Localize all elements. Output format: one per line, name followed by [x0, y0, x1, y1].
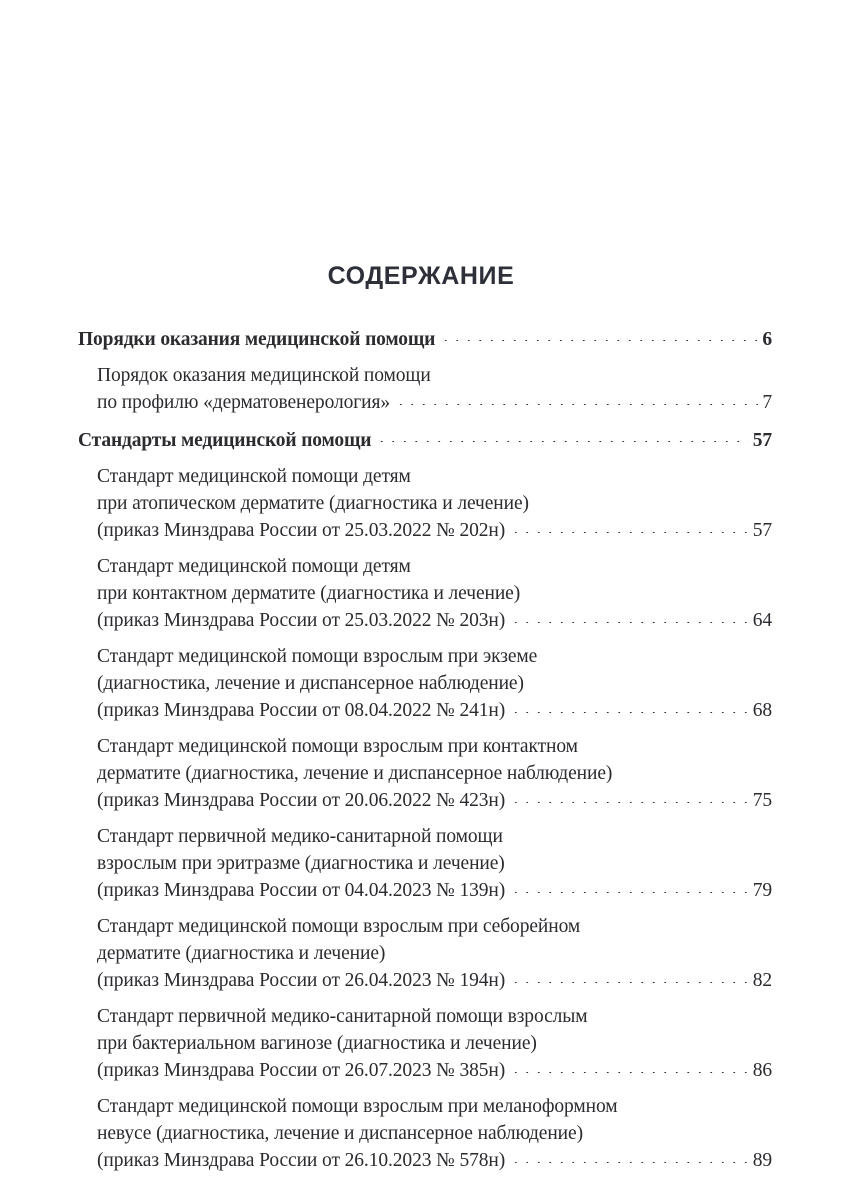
toc-page-number: 7: [762, 392, 772, 413]
toc-entry-line: невусе (диагностика, лечение и диспансерное наблюдение): [97, 1123, 583, 1144]
toc-entry[interactable]: [97, 823, 772, 904]
toc-entry-label: (приказ Минздрава России от 04.04.2023 № 139н): [97, 880, 506, 901]
toc-page-number: 82: [752, 970, 772, 991]
toc-section: [78, 427, 772, 1174]
toc-entry-line: Стандарт медицинской помощи взрослым при меланоформном: [97, 1096, 618, 1117]
toc-page-number: 6: [762, 329, 772, 350]
dot-leader: [510, 532, 749, 533]
toc-entry-line: взрослым при эритразме (диагностика и лечение): [97, 853, 505, 874]
table-of-contents: [78, 326, 772, 1183]
toc-entry-last-line: [97, 389, 772, 416]
toc-entry-last-line: [97, 787, 772, 814]
dot-leader: [510, 982, 749, 983]
dot-leader: [510, 1162, 749, 1163]
toc-entry-label: (приказ Минздрава России от 08.04.2022 № 241н): [97, 700, 506, 721]
toc-entry-label: (приказ Минздрава России от 26.10.2023 № 578н): [97, 1150, 506, 1171]
dot-leader: [395, 404, 758, 405]
toc-entry[interactable]: [97, 913, 772, 994]
toc-entry-line: Стандарт первичной медико-санитарной помощи: [97, 826, 503, 847]
toc-entry[interactable]: [97, 463, 772, 544]
toc-entry[interactable]: [97, 733, 772, 814]
toc-entry-line: дерматите (диагностика, лечение и диспансерное наблюдение): [97, 763, 613, 784]
toc-entry-label: (приказ Минздрава России от 25.03.2022 № 202н): [97, 520, 506, 541]
toc-entry-last-line: [97, 517, 772, 544]
toc-page-number: 79: [752, 880, 772, 901]
toc-entry-line: Стандарт медицинской помощи взрослым при экземе: [97, 646, 538, 667]
dot-leader: [376, 441, 748, 442]
page-title: СОДЕРЖАНИЕ: [327, 262, 515, 290]
toc-page-number: 89: [752, 1150, 772, 1171]
toc-entry-last-line: [97, 1147, 772, 1174]
toc-entry-line: (диагностика, лечение и диспансерное наблюдение): [97, 673, 524, 694]
toc-entry[interactable]: [97, 1093, 772, 1174]
toc-entry-line: Порядок оказания медицинской помощи: [97, 365, 431, 386]
toc-section-heading-label: Порядки оказания медицинской помощи: [78, 329, 436, 350]
toc-entry-last-line: [97, 967, 772, 994]
toc-section-heading-label: Стандарты медицинской помощи: [78, 430, 372, 451]
toc-page-number: 75: [752, 790, 772, 811]
toc-section-heading[interactable]: [78, 326, 772, 353]
toc-page-number: 57: [752, 520, 772, 541]
toc-entry-line: Стандарт медицинской помощи детям: [97, 466, 411, 487]
toc-entry-line: при бактериальном вагинозе (диагностика и лечение): [97, 1033, 537, 1054]
toc-entry-line: при атопическом дерматите (диагностика и лечение): [97, 493, 529, 514]
toc-section: [78, 326, 772, 416]
dot-leader: [510, 1072, 749, 1073]
toc-section-heading[interactable]: [78, 427, 772, 454]
toc-entry[interactable]: [97, 643, 772, 724]
toc-entry-label: (приказ Минздрава России от 20.06.2022 № 423н): [97, 790, 506, 811]
toc-entry-line: Стандарт первичной медико-санитарной помощи взрослым: [97, 1006, 588, 1027]
toc-entry-last-line: [97, 697, 772, 724]
toc-entry-line: Стандарт медицинской помощи взрослым при контактном: [97, 736, 578, 757]
toc-entry-label: (приказ Минздрава России от 26.07.2023 № 385н): [97, 1060, 506, 1081]
dot-leader: [510, 892, 749, 893]
toc-entry[interactable]: [97, 362, 772, 416]
toc-entry-line: дерматите (диагностика и лечение): [97, 943, 386, 964]
toc-entry[interactable]: [97, 1003, 772, 1084]
toc-entry-last-line: [97, 607, 772, 634]
toc-entry-label: (приказ Минздрава России от 26.04.2023 № 194н): [97, 970, 506, 991]
toc-entry-line: при контактном дерматите (диагностика и лечение): [97, 583, 521, 604]
toc-entry-label: по профилю «дерматовенерология»: [97, 392, 391, 413]
toc-entry-last-line: [97, 877, 772, 904]
dot-leader: [510, 712, 749, 713]
toc-entry-last-line: [97, 1057, 772, 1084]
toc-entry-line: Стандарт медицинской помощи взрослым при себорейном: [97, 916, 581, 937]
dot-leader: [510, 622, 749, 623]
toc-entry-label: (приказ Минздрава России от 25.03.2022 № 203н): [97, 610, 506, 631]
toc-page-number: 68: [752, 700, 772, 721]
toc-page-number: 57: [752, 430, 772, 451]
toc-entry[interactable]: [97, 553, 772, 634]
dot-leader: [510, 802, 749, 803]
toc-page-number: 86: [752, 1060, 772, 1081]
toc-page-number: 64: [752, 610, 772, 631]
dot-leader: [440, 340, 758, 341]
toc-entry-line: Стандарт медицинской помощи детям: [97, 556, 411, 577]
